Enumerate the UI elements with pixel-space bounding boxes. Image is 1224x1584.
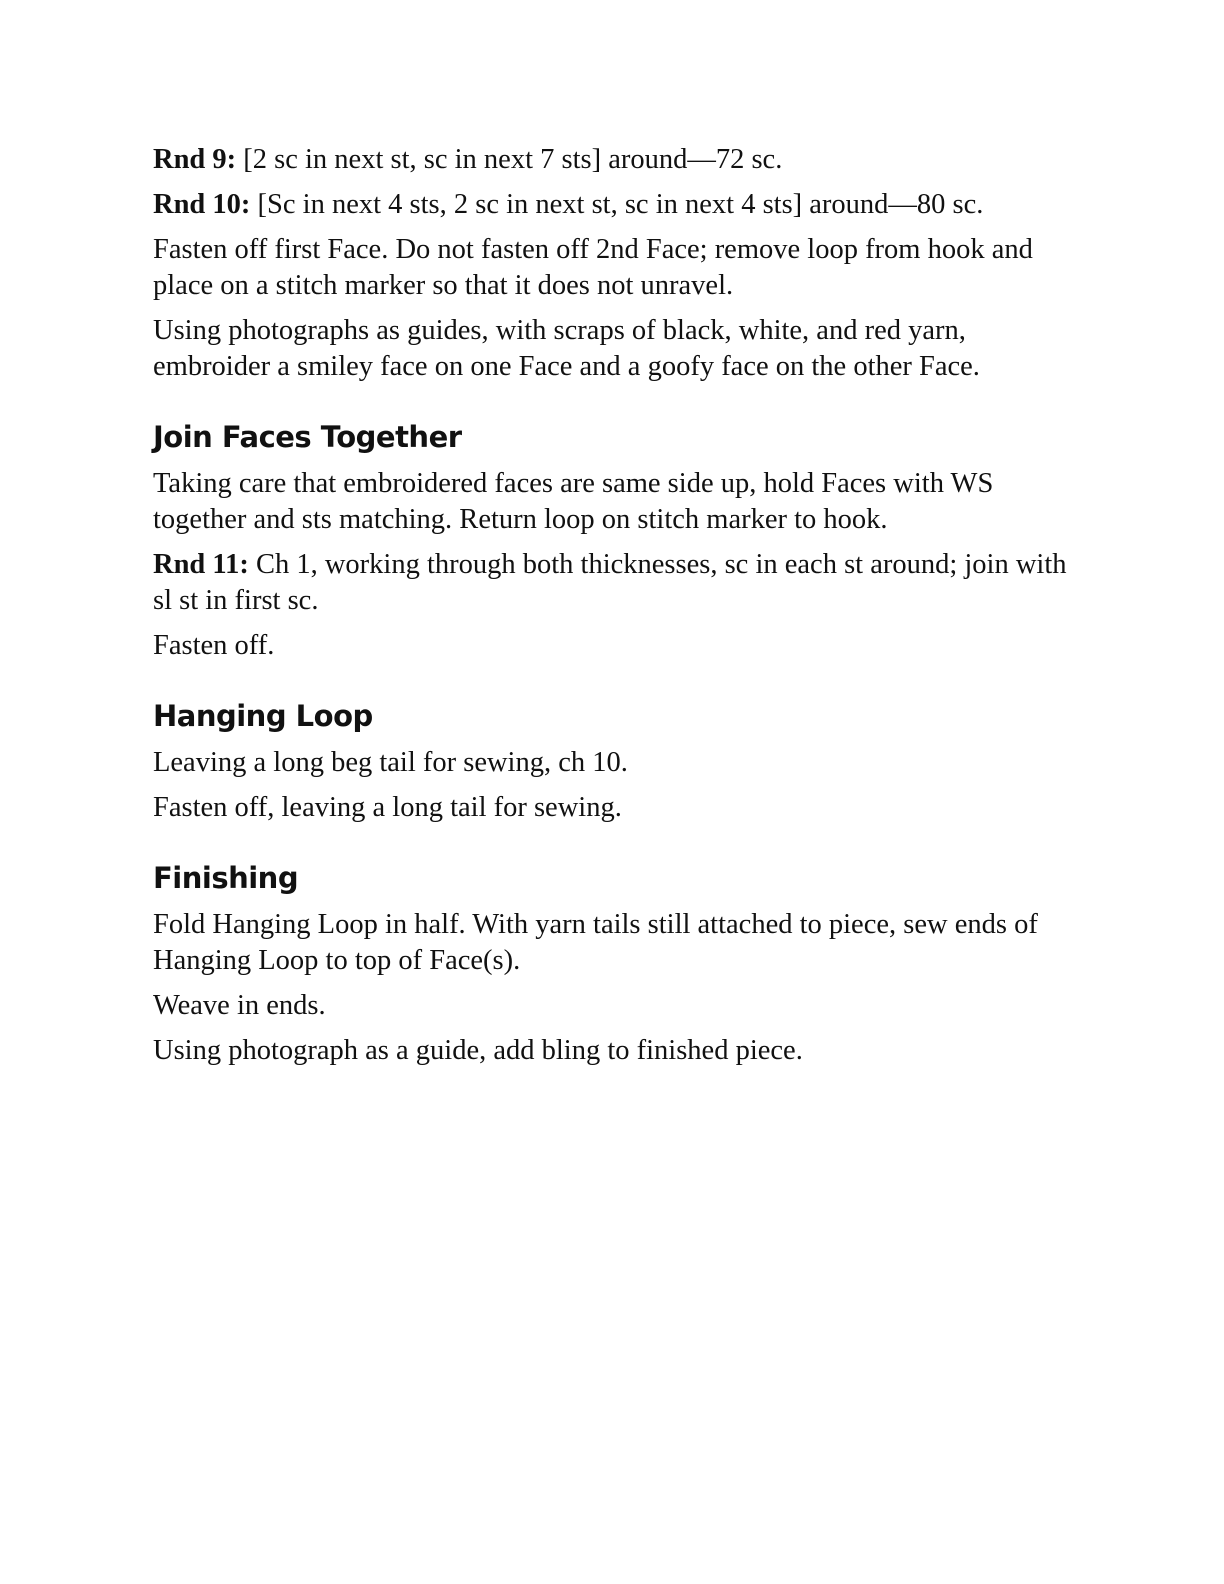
hanging-loop-heading: Hanging Loop (153, 699, 373, 733)
round-9-text: [2 sc in next st, sc in next 7 sts] around—72 sc. (236, 144, 783, 175)
hanging-loop-fasten-off: Fasten off, leaving a long tail for sewing. (153, 792, 622, 823)
round-9-instruction (153, 142, 1073, 178)
finishing-bling-instruction: Using photograph as a guide, add bling to finished piece. (153, 1035, 803, 1066)
join-faces-fasten-off: Fasten off. (153, 630, 275, 661)
round-11-text: Ch 1, working through both thicknesses, sc in each st around; join with sl st in first sc. (153, 549, 1067, 616)
round-10-text: [Sc in next 4 sts, 2 sc in next st, sc in next 4 sts] around—80 sc. (250, 189, 984, 220)
embroider-face-paragraph: Using photographs as guides, with scraps of black, white, and red yarn, embroider a smiley face on one Face and a goofy face on the other Face. (153, 315, 980, 382)
round-11-label: Rnd 11: (153, 549, 249, 580)
hanging-loop-chain-instruction: Leaving a long beg tail for sewing, ch 10. (153, 747, 628, 778)
round-10-label: Rnd 10: (153, 189, 251, 220)
finishing-section (153, 860, 1073, 1069)
join-faces-heading: Join Faces Together (153, 420, 462, 454)
join-faces-section (153, 419, 1073, 664)
round-9-label: Rnd 9: (153, 144, 237, 175)
page-content (153, 142, 1073, 1078)
finishing-weave-instruction: Weave in ends. (153, 990, 326, 1021)
hanging-loop-section (153, 698, 1073, 826)
join-faces-instruction: Taking care that embroidered faces are same side up, hold Faces with WS together and sts matching. Return loop on stitch marker to hook. (153, 468, 994, 535)
finishing-fold-instruction: Fold Hanging Loop in half. With yarn tails still attached to piece, sew ends of Hanging Loop to top of Face(s). (153, 909, 1038, 976)
fasten-off-face-paragraph: Fasten off first Face. Do not fasten off 2nd Face; remove loop from hook and place on a stitch marker so that it does not unravel. (153, 234, 1033, 301)
finishing-heading: Finishing (153, 861, 299, 895)
round-11-instruction (153, 547, 1073, 619)
round-10-instruction (153, 187, 1073, 223)
